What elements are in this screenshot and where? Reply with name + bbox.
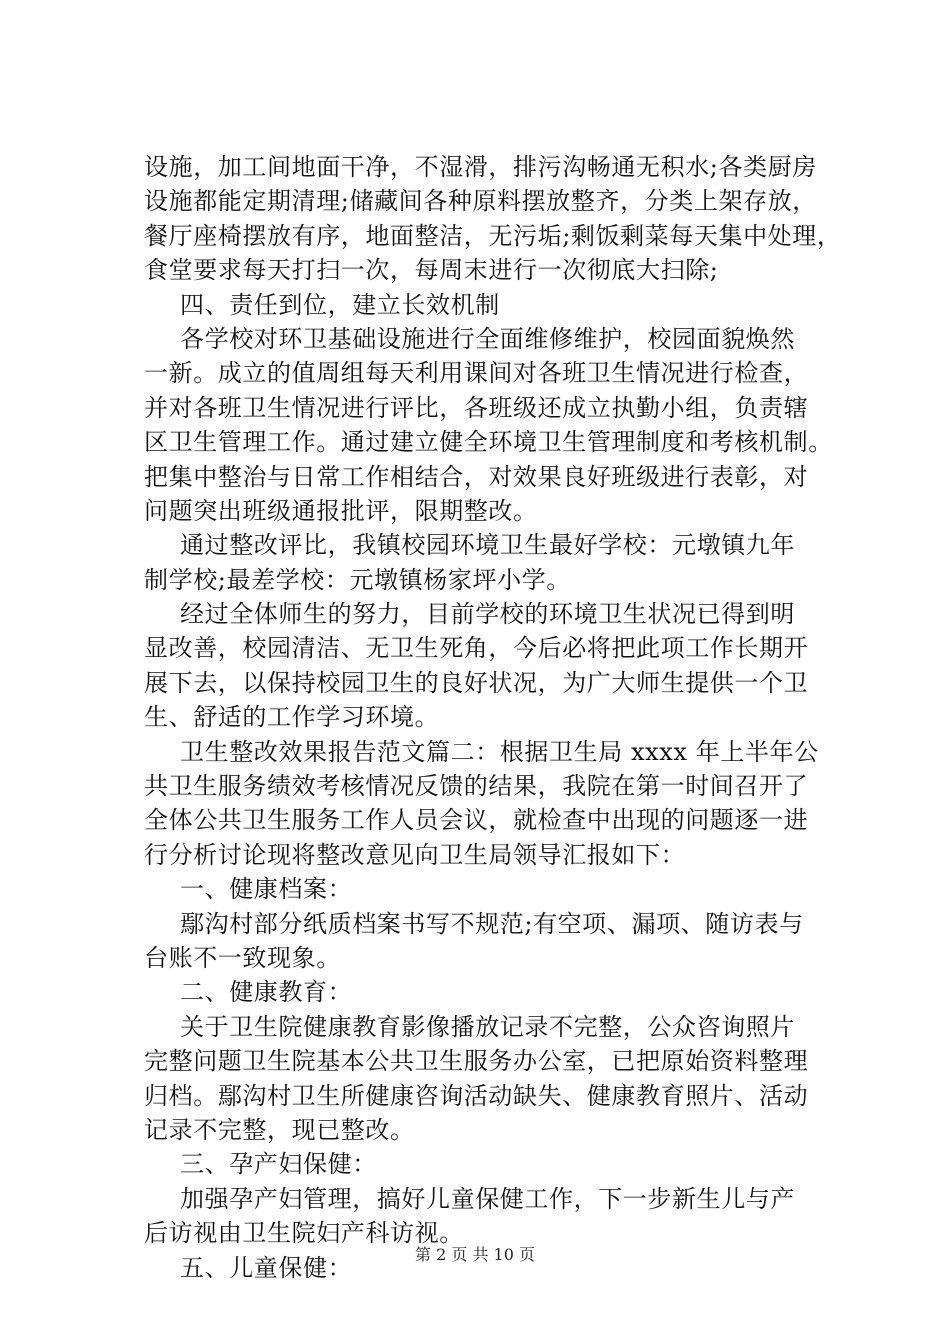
document-body — [144, 150, 844, 1285]
text-line: 并对各班卫生情况进行评比，各班级还成立执勤小组，负责辖 — [144, 393, 809, 422]
text-line: 记录不完整，现已整改。 — [144, 1115, 415, 1144]
text-line: 完整问题卫生院基本公共卫生服务办公室，已把原始资料整理 — [144, 1047, 809, 1076]
text-line: 区卫生管理工作。通过建立健全环境卫生管理制度和考核机制。 — [144, 428, 833, 457]
text-line: 四、责任到位，建立长效机制 — [180, 290, 500, 319]
text-line: 共卫生服务绩效考核情况反馈的结果，我院在第一时间召开了 — [144, 772, 809, 801]
text-line: 展下去，以保持校园卫生的良好状况，为广大师生提供一个卫 — [144, 668, 809, 697]
text-line: 生、舒适的工作学习环境。 — [144, 703, 440, 732]
text-line: 问题突出班级通报批评，限期整改。 — [144, 496, 538, 525]
text-line: 全体公共卫生服务工作人员会议，就检查中出现的问题逐一进 — [144, 806, 809, 835]
text-line: 三、孕产妇保健： — [180, 1150, 377, 1179]
text-line: 后访视由卫生院妇产科访视。 — [144, 1219, 464, 1248]
text-line: 通过整改评比，我镇校园环境卫生最好学校：元墩镇九年 — [180, 531, 795, 560]
text-line: 经过全体师生的努力，目前学校的环境卫生状况已得到明 — [180, 600, 795, 629]
text-line: 把集中整治与日常工作相结合，对效果良好班级进行表彰，对 — [144, 462, 809, 491]
text-line: 餐厅座椅摆放有序，地面整洁，无污垢;剩饭剩菜每天集中处理， — [144, 221, 842, 250]
text-line: 加强孕产妇管理，搞好儿童保健工作，下一步新生儿与产 — [180, 1184, 795, 1213]
text-line: 设施，加工间地面干净，不湿滑，排污沟畅通无积水;各类厨房 — [144, 153, 817, 181]
text-line: 食堂要求每天打扫一次，每周末进行一次彻底大扫除; — [144, 256, 719, 285]
text-line: 设施都能定期清理;储藏间各种原料摆放整齐，分类上架存放， — [144, 187, 817, 216]
text-line: 一新。成立的值周组每天利用课间对各班卫生情况进行检查， — [144, 359, 809, 388]
text-line: 卫生整改效果报告范文篇二：根据卫生局 xxxx 年上半年公 — [180, 737, 819, 766]
page-footer: 第 2 页 共 10 页 — [415, 1245, 535, 1264]
text-line: 五、儿童保健： — [180, 1253, 353, 1282]
text-line: 行分析讨论现将整改意见向卫生局领导汇报如下： — [144, 840, 686, 869]
text-line: 各学校对环卫基础设施进行全面维修维护，校园面貌焕然 — [180, 324, 795, 353]
text-line: 二、健康教育： — [180, 978, 353, 1007]
text-line: 鄢沟村部分纸质档案书写不规范;有空项、漏项、随访表与 — [180, 909, 804, 938]
text-line: 显改善，校园清洁、无卫生死角，今后必将把此项工作长期开 — [144, 634, 809, 663]
text-line: 台账不一致现象。 — [144, 943, 341, 972]
text-line: 制学校;最差学校：元墩镇杨家坪小学。 — [144, 565, 571, 594]
text-line: 一、健康档案： — [180, 875, 353, 904]
text-line: 归档。鄢沟村卫生所健康咨询活动缺失、健康教育照片、活动 — [144, 1081, 809, 1110]
text-line: 关于卫生院健康教育影像播放记录不完整，公众咨询照片 — [180, 1012, 795, 1041]
